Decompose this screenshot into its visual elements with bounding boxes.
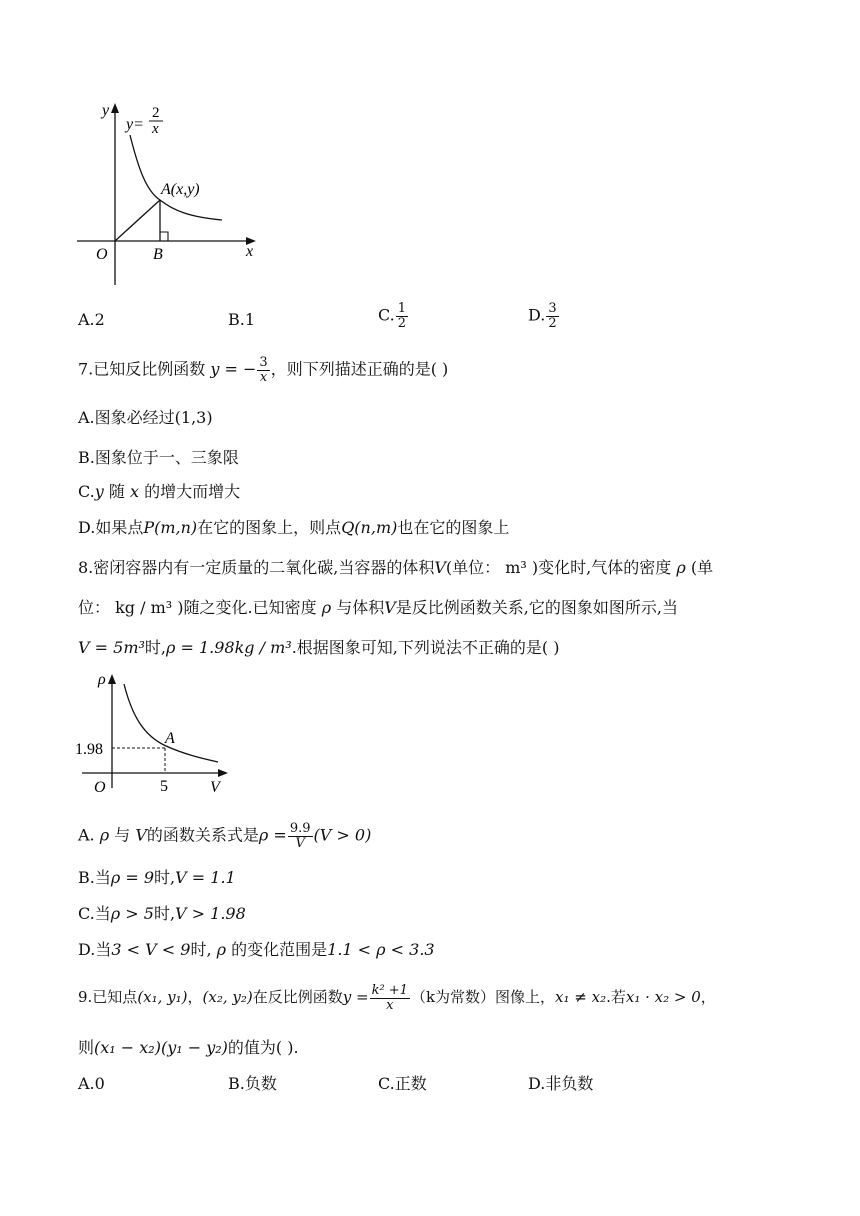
q8-line3-rho: ρ = 1.98kg / m³ [166, 638, 292, 657]
q8-option-a-cond: (V > 0) [313, 825, 372, 845]
fraction-denominator: x [386, 997, 394, 1013]
q8-option-d-cond: 3 < V < 9 [111, 940, 191, 959]
q7-stem-pre: 7.已知反比例函数 [78, 359, 206, 379]
y-axis-arrow [111, 103, 119, 113]
fig2-x-label: V [210, 779, 220, 796]
q7-option-c-mid: 随 [108, 482, 125, 501]
q8-stem-line2 [78, 600, 678, 616]
q6-option-b[interactable] [228, 312, 255, 328]
q7-option-c-y: y [94, 482, 104, 501]
q8-line1-post: (单 [690, 558, 714, 577]
q9-option-d-text: D.非负数 [528, 1074, 594, 1093]
q7-stem [78, 356, 448, 384]
q7-option-c-prefix: C. [78, 482, 95, 501]
q8-line2-pre: 位： kg / m³ )随之变化.已知密度 [78, 598, 317, 617]
fig1-func-den: x [152, 121, 159, 137]
q8-option-a-v: V [135, 825, 147, 845]
q8-option-b-cond: ρ = 9 [110, 868, 155, 887]
q8-line1-v: V [434, 558, 446, 577]
q9-line2-pre: 则 [78, 1038, 95, 1057]
q8-option-b-val: V = 1.1 [175, 868, 236, 887]
q8-option-d-text: 的变化范围是 [231, 940, 328, 959]
fraction-denominator: x [259, 369, 268, 385]
q7-option-c-post: 的增大而增大 [144, 482, 241, 501]
q6-option-d-fraction [546, 302, 558, 330]
q9-line1-end: ， [700, 988, 716, 1007]
q8-line1-pre: 8.密闭容器内有一定质量的二氧化碳,当容器的体积 [78, 558, 435, 577]
q7-stem-post: ，则下列描述正确的是( ) [270, 359, 449, 379]
q6-option-b-text: B.1 [228, 310, 256, 329]
fraction-numerator: 3 [259, 355, 268, 370]
q6-option-a[interactable] [78, 312, 105, 328]
q9-line2-expr: (x₁ − x₂)(y₁ − y₂) [94, 1038, 228, 1057]
q7-option-c[interactable] [78, 484, 240, 500]
q8-option-c-prefix: C.当 [78, 904, 111, 923]
hyperbola-figure [72, 95, 272, 295]
y-axis-arrow [108, 674, 116, 684]
q9-line1-pre: 9.已知点 [78, 988, 138, 1007]
q8-line2-post: 是反比例函数关系,它的图象如图所示,当 [395, 598, 678, 617]
q8-line2-v: V [384, 598, 396, 617]
q8-option-a[interactable] [78, 822, 371, 850]
fig2-y-label: ρ [98, 671, 106, 688]
q8-option-c-cond: ρ > 5 [110, 904, 154, 923]
x-axis-arrow [218, 769, 228, 777]
fig1-point-b-label: B [153, 246, 163, 263]
fig1-x-label: x [246, 243, 254, 260]
q8-option-a-mid: 与 [114, 825, 131, 845]
q9-option-c-text: C.正数 [378, 1074, 427, 1093]
fig1-func-num: 2 [152, 105, 160, 121]
fig1-point-a-label: A(x,y) [161, 181, 200, 198]
q7-option-a-text: A.图象必经过 [78, 408, 175, 427]
fig2-y-tick: 1.98 [75, 741, 103, 758]
fig2-point-a-label: A [165, 730, 175, 747]
q9-stem-line1 [78, 984, 716, 1012]
hyperbola-curve [130, 135, 222, 220]
q9-option-b[interactable] [228, 1076, 277, 1092]
fig2-origin-label: O [94, 779, 106, 796]
q7-option-d-prefix: D.如果点 [78, 518, 144, 537]
q9-separator: ， [187, 988, 203, 1007]
fraction-numerator: k² +1 [371, 983, 408, 998]
right-angle-mark [160, 232, 168, 241]
q9-line1-neq: x₁ ≠ x₂ [555, 988, 607, 1007]
q9-option-d[interactable] [528, 1076, 593, 1092]
q7-option-a-point: (1,3) [174, 408, 213, 427]
q7-option-d[interactable] [78, 520, 509, 536]
q9-line1-if: .若 [606, 988, 626, 1007]
q9-line1-mid: 在反比例函数 [252, 988, 343, 1007]
q8-stem-line1 [78, 560, 713, 576]
q8-option-b[interactable] [78, 870, 236, 886]
q8-option-d-rho: ρ [216, 940, 227, 959]
fig1-y-label: y [102, 102, 110, 119]
q6-option-d[interactable] [528, 302, 560, 330]
q7-func-lhs: y = − [210, 359, 257, 379]
q8-option-c-mid: 时, [153, 904, 176, 923]
q8-option-d[interactable] [78, 942, 435, 958]
q9-option-a-text: A.0 [78, 1074, 105, 1093]
q6-option-a-text: A.2 [78, 310, 105, 329]
density-volume-figure [72, 668, 242, 798]
q9-option-c[interactable] [378, 1076, 427, 1092]
q6-option-d-prefix: D. [528, 305, 546, 325]
q8-option-a-fraction [288, 822, 313, 850]
q9-point-1: (x₁, y₁) [137, 988, 188, 1007]
fraction-denominator: 2 [548, 315, 557, 331]
fraction-numerator: 9.9 [289, 821, 311, 836]
q8-option-a-lhs: ρ = [258, 825, 287, 845]
segment-oa [115, 200, 160, 241]
q9-func-lhs: y = [342, 988, 369, 1007]
q9-option-a[interactable] [78, 1076, 105, 1092]
q7-option-b[interactable] [78, 450, 239, 466]
q8-line3-post: .根据图象可知,下列说法不正确的是( ) [291, 638, 560, 657]
q8-option-c[interactable] [78, 906, 246, 922]
fig2-x-tick: 5 [160, 778, 168, 795]
q8-stem-line3 [78, 640, 559, 656]
q8-option-a-rho: ρ [99, 825, 110, 845]
q6-option-c[interactable] [378, 302, 409, 330]
q8-option-d-mid: 时, [190, 940, 212, 959]
q8-option-a-prefix: A. [78, 825, 95, 845]
q7-option-a[interactable] [78, 410, 213, 426]
q7-func-fraction [257, 356, 269, 384]
fraction-numerator: 1 [397, 301, 407, 316]
q8-option-b-mid: 时, [154, 868, 176, 887]
density-curve [124, 684, 218, 762]
q8-option-b-prefix: B.当 [78, 868, 111, 887]
q9-func-fraction [370, 984, 410, 1012]
q6-option-c-fraction [396, 302, 408, 330]
q8-line2-rho: ρ [321, 598, 332, 617]
q7-option-d-post: 也在它的图象上 [397, 518, 510, 537]
q7-option-c-x: x [130, 482, 140, 501]
fraction-numerator: 3 [548, 301, 557, 316]
q7-option-d-point-q: Q(n,m) [341, 518, 398, 537]
q9-line1-k: （k为常数）图像上， [410, 988, 556, 1007]
q8-option-c-val: V > 1.98 [175, 904, 246, 923]
q8-line3-cond: V = 5m³ [78, 638, 145, 657]
fig1-func-lhs: y= [126, 116, 144, 133]
q8-line1-unit: (单位： m³ )变化时,气体的密度 [445, 558, 672, 577]
q9-option-b-text: B.负数 [228, 1074, 277, 1093]
q7-option-d-mid: 在它的图象上，则点 [197, 518, 342, 537]
fraction-denominator: V [295, 835, 305, 851]
fraction-denominator: 2 [397, 315, 407, 331]
q9-line1-prod: x₁ · x₂ > 0 [625, 988, 701, 1007]
fig1-origin-label: O [96, 246, 108, 263]
q8-option-d-range: 1.1 < ρ < 3.3 [327, 940, 435, 959]
q6-option-c-prefix: C. [378, 305, 395, 325]
q9-point-2: (x₂, y₂) [202, 988, 253, 1007]
q8-line3-mid: 时, [144, 638, 166, 657]
q8-option-a-text: 的函数关系式是 [146, 825, 259, 845]
q8-line1-rho: ρ [676, 558, 686, 577]
q9-stem-line2 [78, 1040, 299, 1056]
q8-line2-mid: 与体积 [336, 598, 385, 617]
q9-line2-post: 的值为( ). [227, 1038, 299, 1057]
q7-option-b-text: B.图象位于一、三象限 [78, 448, 239, 467]
q7-option-d-point-p: P(m,n) [143, 518, 198, 537]
q8-option-d-prefix: D.当 [78, 940, 112, 959]
